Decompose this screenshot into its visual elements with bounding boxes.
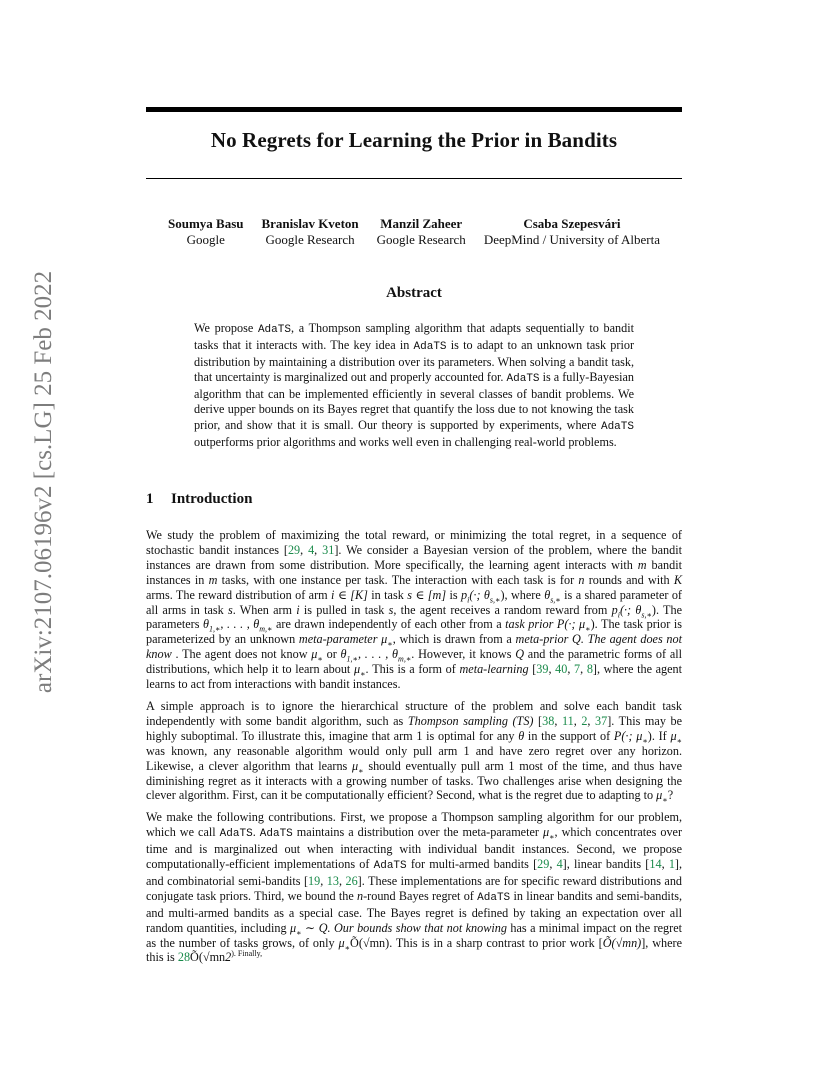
abstract-text: We propose AdaTS, a Thompson sampling algorithm that adapts sequentially to bandit tasks that it interacts with. The key idea in AdaTS is to adapt to an unknown task prior distribution by maintaining a distribution over its parameters. When solving a bandit task, that uncertainty is marginalized out and properly accounted for. AdaTS is a fully-Bayesian algorithm that can be implemented efficiently in several classes of bandit problems. We derive upper bounds on its Bayes regret that quantify the loss due to not knowing the task prior, and show that it is small. Our theory is supported by experiments, where AdaTS outperforms prior algorithms and works well even in challenging real-world problems. xyxy=(194,321,634,449)
paragraph-3: We make the following contributions. First, we propose a Thompson sampling algorithm for our problem, which we call AdaTS. AdaTS maintains a distribution over the meta-parameter $\mu_∗$, which concentrates over time and is marginalized out when interacting with individual bandit instances. Second, we propose computationally-efficient implementations of AdaTS for multi-armed bandits [29, 4], linear bandits [14, 1], and combinatorial semi-bandits [19, 13, 26]. These implementations are for specific reward distributions and conjugate task priors. Third, we bound the n-round Bayes regret of AdaTS in linear bandits and semi-bandits, and multi-armed bandits as a special case. The Bayes regret is defined by taking an expectation over all random quantities, including $\mu_∗$ ∼ Q. Our bounds show that not knowing has a minimal impact on the regret as the number of tasks grows, of only $\mu_∗Õ(√mn)$. This is in a sharp contrast to prior work [Õ(√mn)], where this is $28Õ(√mn2^{). Finally,}$ xyxy=(146,810,683,965)
citation-link[interactable]: 13 xyxy=(326,873,339,888)
author-szepesvari xyxy=(484,216,660,248)
author-name: Csaba Szepesvári xyxy=(523,216,621,231)
title-rule xyxy=(146,178,682,179)
citation-link[interactable]: 38 xyxy=(542,713,555,728)
author-zaheer xyxy=(377,216,466,248)
citation-link[interactable]: 31 xyxy=(322,542,335,557)
citation-link[interactable]: 1 xyxy=(668,857,675,872)
citation-link[interactable]: 39 xyxy=(536,662,549,677)
citation-link[interactable]: 40 xyxy=(555,662,568,677)
author-affiliation: Google Research xyxy=(376,232,466,247)
citation-link[interactable]: 29 xyxy=(287,542,301,557)
citation-link[interactable]: 28 xyxy=(177,950,191,965)
citation-link[interactable]: 7 xyxy=(574,662,581,677)
citation-link[interactable]: 11 xyxy=(561,713,574,728)
author-list xyxy=(146,216,682,248)
citation-link[interactable]: 29 xyxy=(537,857,550,872)
citation-link[interactable]: 4 xyxy=(556,857,563,872)
citation-link[interactable]: 4 xyxy=(308,542,315,557)
author-name: Soumya Basu xyxy=(167,216,244,231)
paragraph-1: We study the problem of maximizing the total reward, or minimizing the total regret, in a sequence of stochastic bandit instances [29, 4, 31]. We consider a Bayesian version of the problem, where the bandit instances are drawn from some distribution. More specifically, the learning agent interacts with m bandit instances in m tasks, with one instance per task. The interaction with each task is for n rounds and with K arms. The reward distribution of arm i ∈ [K] in task s ∈ [m] is $p_i(\cdot$; $\theta_{s,∗}$), where $\theta_{s,∗}$ is a shared parameter of all arms in task s. When arm i is pulled in task s, the agent receives a random reward from $p_i(\cdot$; $\theta_{s,∗}$). The parameters $\theta_{1,∗}$, . . . , $\theta_{m,∗}$ are drawn independently of each other from a task prior P(·; $\mu_∗$). The task prior is parameterized by an unknown meta-parameter $\mu_∗$, which is drawn from a meta-prior Q. The agent does not know . The agent does not know $\mu_∗$ or $\theta_{1,∗}$, . . . , $\theta_{m,∗}$. However, it knows Q and the parametric forms of all distributions, which help it to learn about $\mu_∗$. This is a form of meta-learning [39, 40, 7, 8], where the agent learns to act from interactions with bandit instances. xyxy=(146,528,683,692)
paper-title: No Regrets for Learning the Prior in Bandits xyxy=(210,128,618,152)
author-kveton xyxy=(261,216,358,248)
citation-link[interactable]: 8 xyxy=(586,662,593,677)
paragraph-2: A simple approach is to ignore the hierarchical structure of the problem and solve each bandit task independently with some bandit algorithm, such as Thompson sampling (TS) [38, 11, 2, 37]. This may be highly suboptimal. To illustrate this, imagine that arm 1 is optimal for any θ in the support of P(·; $\mu_∗$). If $\mu_∗$ was known, any reasonable algorithm would only pull arm 1 and have zero regret over any horizon. Likewise, a clever algorithm that learns $\mu_∗$ should eventually pull arm 1 most of the time, and thus have diminishing regret as it interacts with a growing number of tasks. Two challenges arise when designing the clever algorithm. First, can it be computationally efficient? Second, what is the regret due to adapting to $\mu_∗$? xyxy=(146,698,683,805)
author-name: Manzil Zaheer xyxy=(380,216,463,231)
citation-link[interactable]: 37 xyxy=(595,713,608,728)
abstract-heading: Abstract xyxy=(386,285,442,301)
section-number: 1 xyxy=(146,491,154,507)
author-basu xyxy=(168,216,244,248)
arxiv-identifier: arXiv:2107.06196v2 [cs.LG] 25 Feb 2022 xyxy=(30,270,57,694)
citation-link[interactable]: 2 xyxy=(581,713,588,728)
citation-link[interactable]: 26 xyxy=(345,873,358,888)
citation-link[interactable]: 14 xyxy=(649,857,662,872)
body-text xyxy=(146,528,682,972)
author-affiliation: DeepMind / University of Alberta xyxy=(483,232,660,247)
author-name: Branislav Kveton xyxy=(261,216,359,231)
citation-link[interactable]: 19 xyxy=(308,873,321,888)
author-affiliation: Google Research xyxy=(265,232,355,247)
author-affiliation: Google xyxy=(186,232,225,247)
section-heading xyxy=(146,491,252,508)
section-title: Introduction xyxy=(171,491,253,507)
top-rule xyxy=(146,107,682,112)
